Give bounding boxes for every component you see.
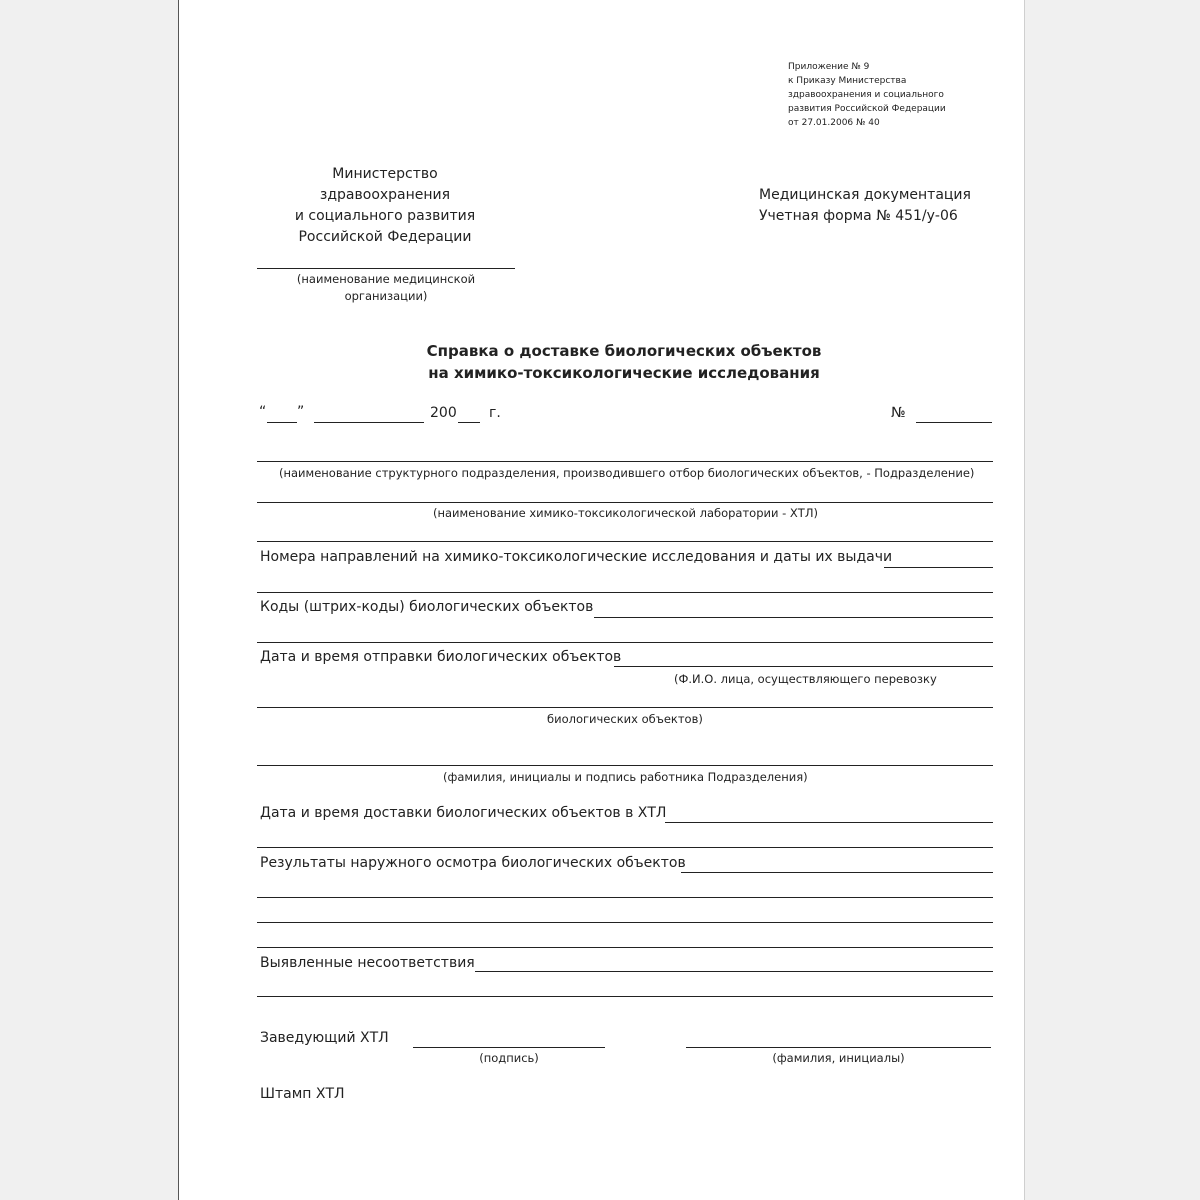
dispatch-datetime-label: Дата и время отправки биологических объектов bbox=[260, 649, 622, 665]
ministry-line-3: и социального развития bbox=[294, 208, 476, 224]
inspection-results-field-4[interactable] bbox=[257, 947, 993, 948]
ministry-line-2: здравоохранения bbox=[319, 187, 451, 203]
lab-caption: (наименование химико-токсикологической лаборатории - ХТЛ) bbox=[433, 506, 818, 520]
stamp-label: Штамп ХТЛ bbox=[260, 1086, 345, 1102]
form-title-line-1: Справка о доставке биологических объектов bbox=[426, 342, 822, 360]
discrepancies-field[interactable] bbox=[475, 971, 993, 972]
codes-label: Коды (штрих-коды) биологических объектов bbox=[260, 599, 594, 615]
referral-numbers-label: Номера направлений на химико-токсикологические исследования и даты их выдачи bbox=[260, 549, 893, 565]
appendix-line-1: Приложение № 9 bbox=[788, 62, 870, 72]
discrepancies-field-2[interactable] bbox=[257, 996, 993, 997]
doc-type-line-1: Медицинская документация bbox=[759, 187, 971, 203]
head-name-caption: (фамилия, инициалы) bbox=[772, 1051, 905, 1065]
date-year-suffix: г. bbox=[489, 405, 501, 421]
courier-caption-line-2: биологических объектов) bbox=[547, 712, 703, 726]
signature-field[interactable] bbox=[413, 1047, 605, 1048]
date-open-quote: “ bbox=[259, 404, 267, 420]
inspection-results-field[interactable] bbox=[681, 872, 993, 873]
ministry-line-4: Российской Федерации bbox=[298, 229, 472, 245]
doc-type-line-2: Учетная форма № 451/у-06 bbox=[759, 208, 958, 224]
form-page bbox=[178, 0, 1025, 1200]
courier-field[interactable] bbox=[257, 707, 993, 708]
worker-field[interactable] bbox=[257, 765, 993, 766]
referral-numbers-field-2[interactable] bbox=[257, 592, 993, 593]
organization-caption-line-1: (наименование медицинской bbox=[296, 272, 476, 286]
subdivision-field-2[interactable] bbox=[257, 502, 993, 503]
head-name-field[interactable] bbox=[686, 1047, 991, 1048]
delivery-datetime-label: Дата и время доставки биологических объектов в ХТЛ bbox=[260, 805, 667, 821]
organization-caption bbox=[257, 271, 515, 305]
delivery-datetime-field-2[interactable] bbox=[257, 847, 993, 848]
organization-name-line[interactable] bbox=[257, 268, 515, 269]
appendix-line-4: развития Российской Федерации bbox=[788, 104, 946, 114]
appendix-line-5: от 27.01.2006 № 40 bbox=[788, 118, 880, 128]
appendix-note bbox=[788, 60, 988, 130]
date-close-quote: ” bbox=[297, 404, 305, 420]
delivery-datetime-field[interactable] bbox=[665, 822, 993, 823]
date-day-field[interactable] bbox=[267, 422, 297, 423]
codes-field[interactable] bbox=[594, 617, 993, 618]
referral-numbers-field[interactable] bbox=[884, 567, 993, 568]
organization-caption-line-2: организации) bbox=[344, 289, 428, 303]
inspection-results-field-2[interactable] bbox=[257, 897, 993, 898]
date-year-prefix: 200 bbox=[430, 405, 457, 421]
worker-caption: (фамилия, инициалы и подпись работника Подразделения) bbox=[443, 770, 808, 784]
codes-field-2[interactable] bbox=[257, 642, 993, 643]
number-label: № bbox=[891, 405, 906, 421]
courier-caption-line-1: (Ф.И.О. лица, осуществляющего перевозку bbox=[674, 672, 937, 686]
discrepancies-label: Выявленные несоответствия bbox=[260, 955, 475, 971]
form-title-line-2: на химико-токсикологические исследования bbox=[428, 364, 820, 382]
dispatch-datetime-field[interactable] bbox=[614, 666, 993, 667]
doc-type-block bbox=[759, 185, 999, 227]
number-field[interactable] bbox=[916, 422, 992, 423]
subdivision-field[interactable] bbox=[257, 461, 993, 462]
lab-field[interactable] bbox=[257, 541, 993, 542]
date-month-field[interactable] bbox=[314, 422, 424, 423]
form-title bbox=[329, 340, 919, 384]
date-year-field[interactable] bbox=[458, 422, 480, 423]
ministry-block bbox=[257, 164, 513, 248]
subdivision-caption: (наименование структурного подразделения, производившего отбор биологических объектов, - Подразделение) bbox=[279, 466, 975, 480]
appendix-line-2: к Приказу Министерства bbox=[788, 76, 907, 86]
signature-caption: (подпись) bbox=[479, 1051, 539, 1065]
inspection-results-label: Результаты наружного осмотра биологических объектов bbox=[260, 855, 686, 871]
head-label: Заведующий ХТЛ bbox=[260, 1030, 389, 1046]
inspection-results-field-3[interactable] bbox=[257, 922, 993, 923]
appendix-line-3: здравоохранения и социального bbox=[788, 90, 944, 100]
ministry-line-1: Министерство bbox=[332, 166, 438, 182]
